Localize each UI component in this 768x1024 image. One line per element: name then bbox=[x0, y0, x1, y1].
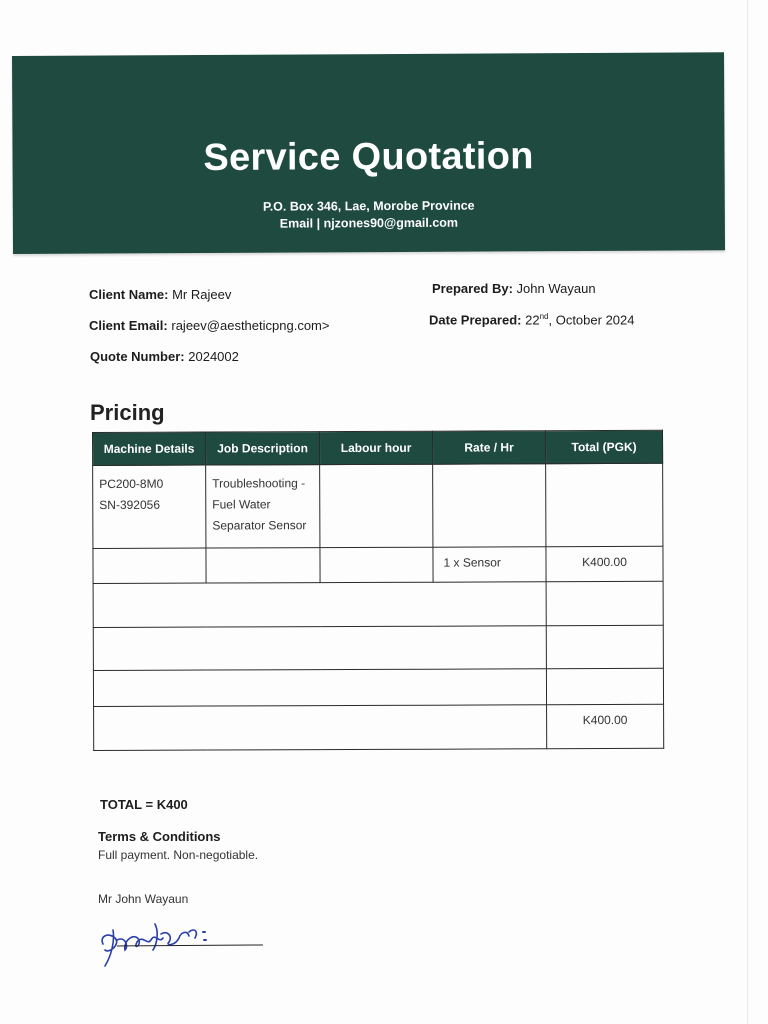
header-banner bbox=[12, 52, 725, 254]
machine-details-cell bbox=[93, 465, 206, 548]
client-email-value: rajeev@aestheticpng.com> bbox=[171, 318, 330, 333]
labour-hour-cell bbox=[320, 464, 433, 547]
table-row bbox=[93, 463, 663, 548]
column-header-machine-details: Machine Details bbox=[93, 432, 206, 465]
column-header-labour-hour: Labour hour bbox=[320, 431, 433, 464]
grand-total: TOTAL = K400 bbox=[100, 797, 188, 812]
quote-number-label: Quote Number: bbox=[90, 349, 185, 364]
date-prepared-rest: , October 2024 bbox=[548, 312, 635, 328]
prepared-by-field bbox=[432, 281, 596, 296]
table-header-row bbox=[93, 430, 663, 465]
client-name-label: Client Name: bbox=[89, 287, 169, 302]
date-prepared-day: 22 bbox=[525, 312, 540, 328]
table-row bbox=[93, 546, 663, 583]
column-header-job-description: Job Description bbox=[206, 432, 320, 465]
rate-cell bbox=[433, 464, 546, 547]
blank-merged-cell bbox=[94, 705, 547, 751]
date-prepared-field bbox=[429, 312, 634, 327]
client-email-field bbox=[89, 318, 329, 333]
client-name-value: Mr Rajeev bbox=[172, 287, 232, 302]
date-prepared-label: Date Prepared: bbox=[429, 312, 522, 328]
total-cell bbox=[546, 668, 663, 704]
machine-model: PC200-8M0 bbox=[99, 476, 164, 491]
prepared-by-value: John Wayaun bbox=[516, 281, 596, 296]
prepared-by-label: Prepared By: bbox=[432, 281, 513, 296]
total-cell: K400.00 bbox=[546, 546, 663, 581]
job-description-line: Troubleshooting - bbox=[212, 476, 306, 491]
signature-icon bbox=[95, 910, 270, 970]
blank-merged-cell bbox=[93, 626, 546, 671]
quote-number-value: 2024002 bbox=[188, 349, 239, 364]
page-edge bbox=[747, 0, 748, 1024]
job-description-line: Separator Sensor bbox=[212, 518, 307, 533]
table-row bbox=[93, 581, 663, 627]
job-description-cell bbox=[206, 548, 320, 583]
date-prepared-suffix: nd bbox=[539, 312, 549, 321]
signer-name: Mr John Wayaun bbox=[98, 892, 189, 906]
total-cell bbox=[546, 581, 663, 625]
pricing-heading: Pricing bbox=[90, 400, 165, 425]
job-description-cell bbox=[206, 465, 320, 548]
table-row bbox=[93, 668, 663, 706]
quote-number-field bbox=[90, 349, 239, 364]
document-title: Service Quotation bbox=[203, 135, 534, 179]
rate-cell: 1 x Sensor bbox=[433, 547, 546, 582]
machine-serial: SN-392056 bbox=[99, 497, 161, 512]
pricing-table bbox=[92, 430, 664, 751]
table-row bbox=[93, 625, 663, 670]
blank-merged-cell bbox=[93, 582, 546, 628]
blank-merged-cell bbox=[93, 669, 546, 707]
column-header-total: Total (PGK) bbox=[545, 430, 662, 463]
company-email: Email | njzones90@gmail.com bbox=[279, 215, 459, 231]
labour-hour-cell bbox=[320, 547, 433, 582]
subtotal-cell: K400.00 bbox=[547, 704, 664, 748]
total-cell bbox=[546, 463, 663, 546]
terms-text: Full payment. Non-negotiable. bbox=[98, 848, 259, 862]
machine-details-cell bbox=[93, 548, 206, 583]
column-header-rate: Rate / Hr bbox=[432, 431, 545, 464]
terms-heading: Terms & Conditions bbox=[98, 829, 221, 844]
company-address: P.O. Box 346, Lae, Morobe Province bbox=[262, 198, 475, 214]
job-description-line: Fuel Water bbox=[212, 497, 271, 512]
client-email-label: Client Email: bbox=[89, 318, 168, 333]
total-cell bbox=[546, 625, 663, 668]
pricing-table-wrap bbox=[92, 430, 665, 751]
client-name-field bbox=[89, 287, 231, 302]
table-row bbox=[94, 704, 664, 750]
